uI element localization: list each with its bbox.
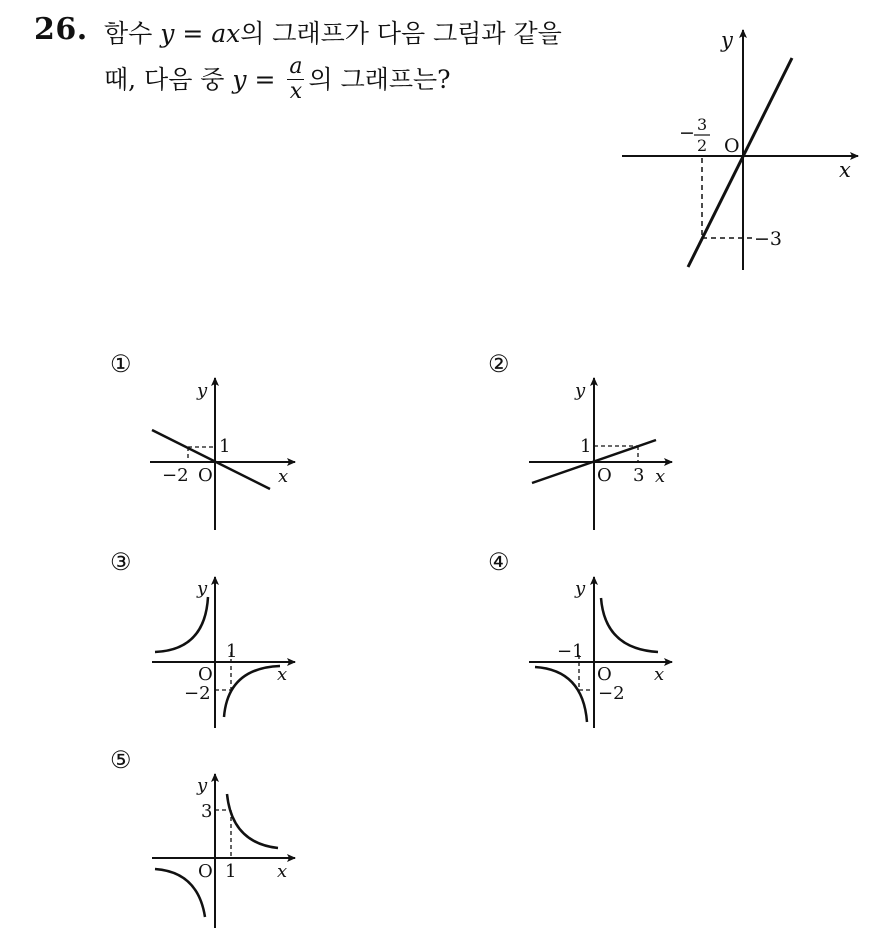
- origin-label: O: [198, 664, 213, 685]
- x-axis-label: x: [277, 664, 288, 685]
- y-axis-label: y: [197, 775, 208, 796]
- x-tick-label: 3: [633, 465, 645, 486]
- y-axis-label: y: [197, 380, 208, 401]
- origin-label: O: [198, 465, 213, 486]
- x-tick-label: 1: [226, 641, 238, 662]
- y-axis-label: y: [575, 380, 586, 401]
- x-tick-label: −2: [162, 465, 189, 486]
- y-tick-label: 3: [201, 801, 213, 822]
- option-5-graph[interactable]: [152, 774, 295, 928]
- option-3-graph[interactable]: [152, 577, 295, 728]
- y-tick-label: 1: [580, 436, 592, 457]
- option-3-marker[interactable]: ③: [110, 548, 132, 576]
- question-number: 26.: [34, 12, 88, 47]
- option-5-marker[interactable]: ⑤: [110, 746, 132, 774]
- hyperbola-branch: [601, 598, 658, 652]
- option-2-marker[interactable]: ②: [488, 350, 510, 378]
- question-text-post: 의 그래프는?: [308, 65, 451, 94]
- hyperbola-branch: [535, 667, 587, 722]
- option-4-graph[interactable]: [529, 577, 672, 728]
- fraction-denominator: x: [289, 79, 303, 104]
- linear-function-expression: y = ax: [160, 19, 241, 48]
- option-4-marker[interactable]: ④: [488, 548, 510, 576]
- given-x-tick-numerator: 3: [697, 115, 708, 134]
- x-axis-label: x: [655, 466, 666, 487]
- hyperbola-branch: [155, 597, 208, 652]
- origin-label: O: [198, 861, 213, 882]
- x-tick-label: 1: [225, 861, 237, 882]
- origin-label: O: [597, 465, 612, 486]
- given-y-axis-label: y: [721, 28, 733, 52]
- origin-label: O: [597, 664, 612, 685]
- hyperbola-branch: [227, 794, 278, 848]
- given-y-tick-label: −3: [754, 228, 783, 250]
- fraction-numerator: a: [289, 54, 303, 79]
- inverse-function-lhs: y =: [232, 65, 284, 94]
- y-axis-label: y: [197, 578, 208, 599]
- x-axis-label: x: [277, 861, 288, 882]
- given-origin-label: O: [724, 135, 740, 157]
- question-text-post: 의 그래프가 다음 그림과 같을: [240, 19, 562, 48]
- x-tick-label: −1: [557, 641, 584, 662]
- option-2-graph[interactable]: [529, 378, 672, 530]
- given-x-tick-denominator: 2: [697, 136, 708, 155]
- question-text-pre: 때, 다음 중: [104, 65, 233, 94]
- given-x-axis-label: x: [839, 158, 851, 182]
- y-axis-label: y: [575, 578, 586, 599]
- x-axis-label: x: [278, 466, 289, 487]
- option-1-marker[interactable]: ①: [110, 350, 132, 378]
- question-text-pre: 함수: [104, 19, 161, 48]
- y-tick-label: −2: [184, 683, 211, 704]
- given-x-tick-sign: −: [679, 122, 695, 144]
- x-axis-label: x: [654, 664, 665, 685]
- option-1-graph[interactable]: [150, 378, 295, 530]
- hyperbola-branch: [224, 666, 280, 717]
- y-tick-label: 1: [219, 436, 231, 457]
- y-tick-label: −2: [598, 683, 625, 704]
